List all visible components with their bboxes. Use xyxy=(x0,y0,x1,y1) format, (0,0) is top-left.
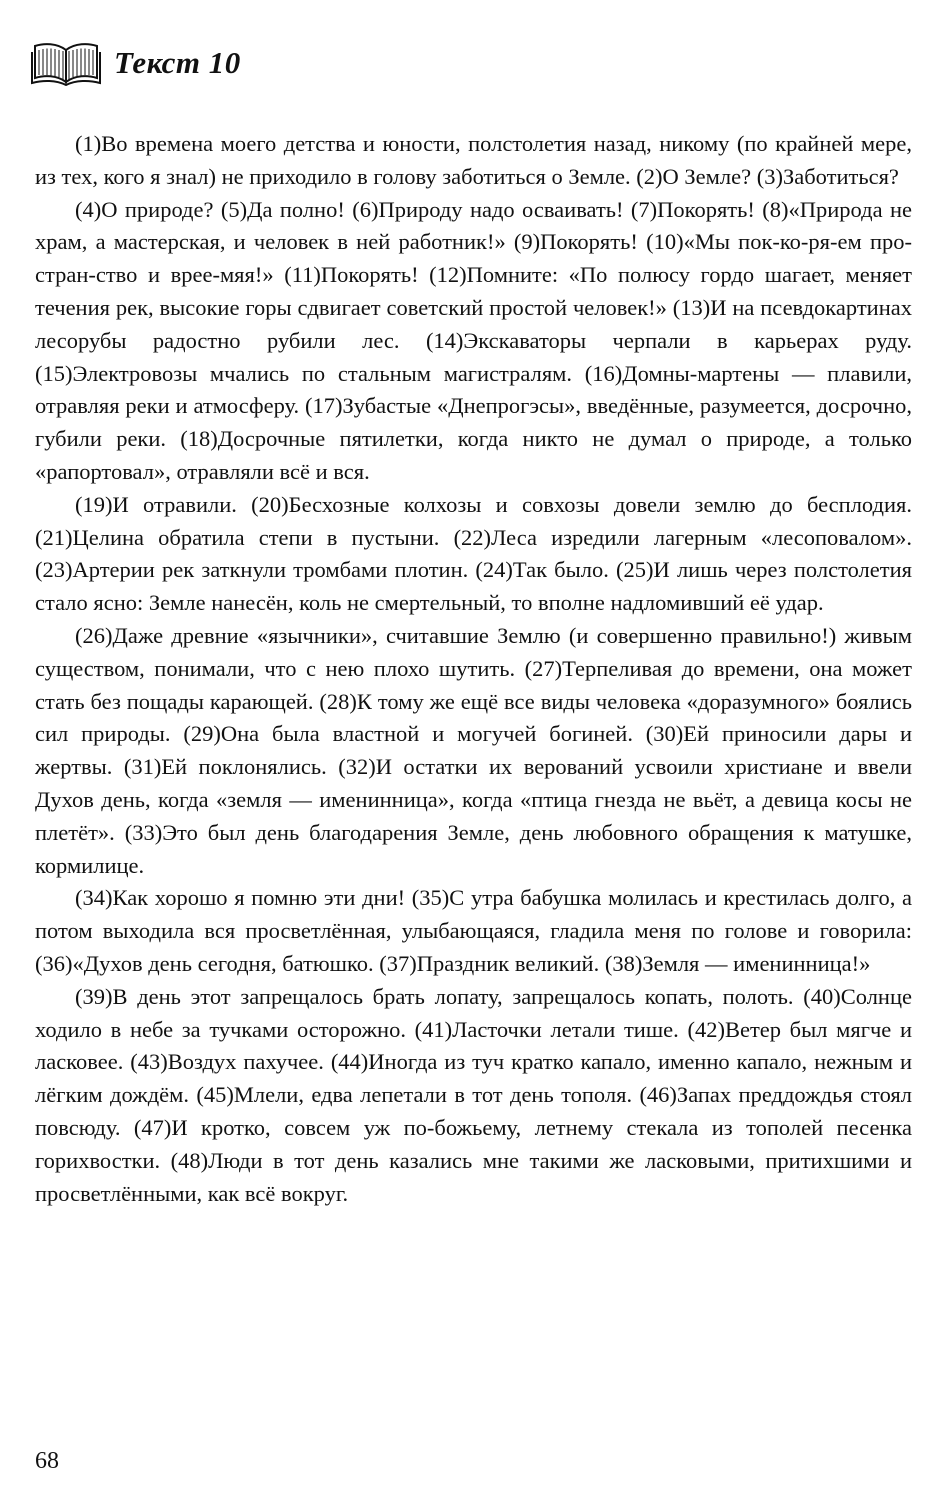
page-number: 68 xyxy=(35,1448,59,1474)
paragraph-2: (4)О природе? (5)Да полно! (6)Природу надо осваивать! (7)Покорять! (8)«Природа не храм, а мастерская, и человек в ней работник!» (9)Покорять! (10)«Мы пок-ко-ря-ем про-стран-ство и врее-мяя!» (11)Покорять! (12)Помните: «По полюсу гордо шагает, меняет течения рек, высокие горы сдвигает советский простой человек!» (13)И на псевдокартинах лесорубы радостно рубили лес. (14)Экскаваторы черпали в карьерах руду. (15)Электровозы мчались по стальным магистралям. (16)Домны-мартены — плавили, отравляя реки и атмосферу. (17)Зубастые «Днепрогэсы», введённые, разумеется, досрочно, губили реки. (18)Досрочные пятилетки, когда никто не думал о природе, а только «рапортовал», отравляли всё и вся. xyxy=(35,196,912,484)
paragraph-1: (1)Во времена моего детства и юности, полстолетия назад, никому (по крайней мере, из тех, кого я знал) не приходило в голову заботиться о Земле. (2)О Земле? (3)Заботиться? xyxy=(35,131,912,189)
text-header xyxy=(30,38,241,88)
text-title: Текст 10 xyxy=(114,45,241,80)
paragraph-6: (39)В день этот запрещалось брать лопату, запрещалось копать, полоть. (40)Солнце ходило в небе за тучками осторожно. (41)Ласточки летали тише. (42)Ветер был мягче и ласковее. (43)Воздух пахучее. (44)Иногда из туч кратко капало, именно капало, нежным и лёгким дождём. (45)Млели, едва лепетали в тот день тополя. (46)Запах преддождья стоял повсюду. (47)И кротко, совсем уж по-божьему, летнему стекала из тополей песенка горихвостки. (48)Люди в тот день казались мне такими же ласковыми, притихшими и просветлёнными, как всё вокруг. xyxy=(35,983,912,1206)
paragraph-5: (34)Как хорошо я помню эти дни! (35)С утра бабушка молилась и крестилась долго, а потом выходила вся просветлённая, улыбающаяся, гладила меня по голове и говорила: (36)«Духов день сегодня, батюшко. (37)Праздник великий. (38)Земля — именинница!» xyxy=(35,885,912,976)
open-book-icon xyxy=(30,40,102,86)
paragraph-3: (19)И отравили. (20)Бесхозные колхозы и совхозы довели землю до бесплодия. (21)Целина обратила степи в пустыни. (22)Леса изредили лагерным «лесоповалом». (23)Артерии рек заткнули тромбами плотин. (24)Так было. (25)И лишь через полстолетия стало ясно: Земле нанесён, коль не смертельный, то вполне надломивший её удар. xyxy=(35,491,912,616)
paragraph-4: (26)Даже древние «язычники», считавшие Землю (и совершенно правильно!) живым существом, понимали, что с нею плохо шутить. (27)Терпеливая до времени, она может стать без пощады карающей. (28)К тому же ещё все виды человека «доразумного» боялись сил природы. (29)Она была властной и могучей богиней. (30)Ей приносили дары и жертвы. (31)Ей поклонялись. (32)И остатки их верований усвоили христиане и ввели Духов день, когда «земля — именинница», когда «птица гнезда не вьёт, а девица косы не плетёт». (33)Это был день благодарения Земле, день любовного обращения к матушке, кормилице. xyxy=(35,622,912,878)
text-body xyxy=(35,128,912,1210)
